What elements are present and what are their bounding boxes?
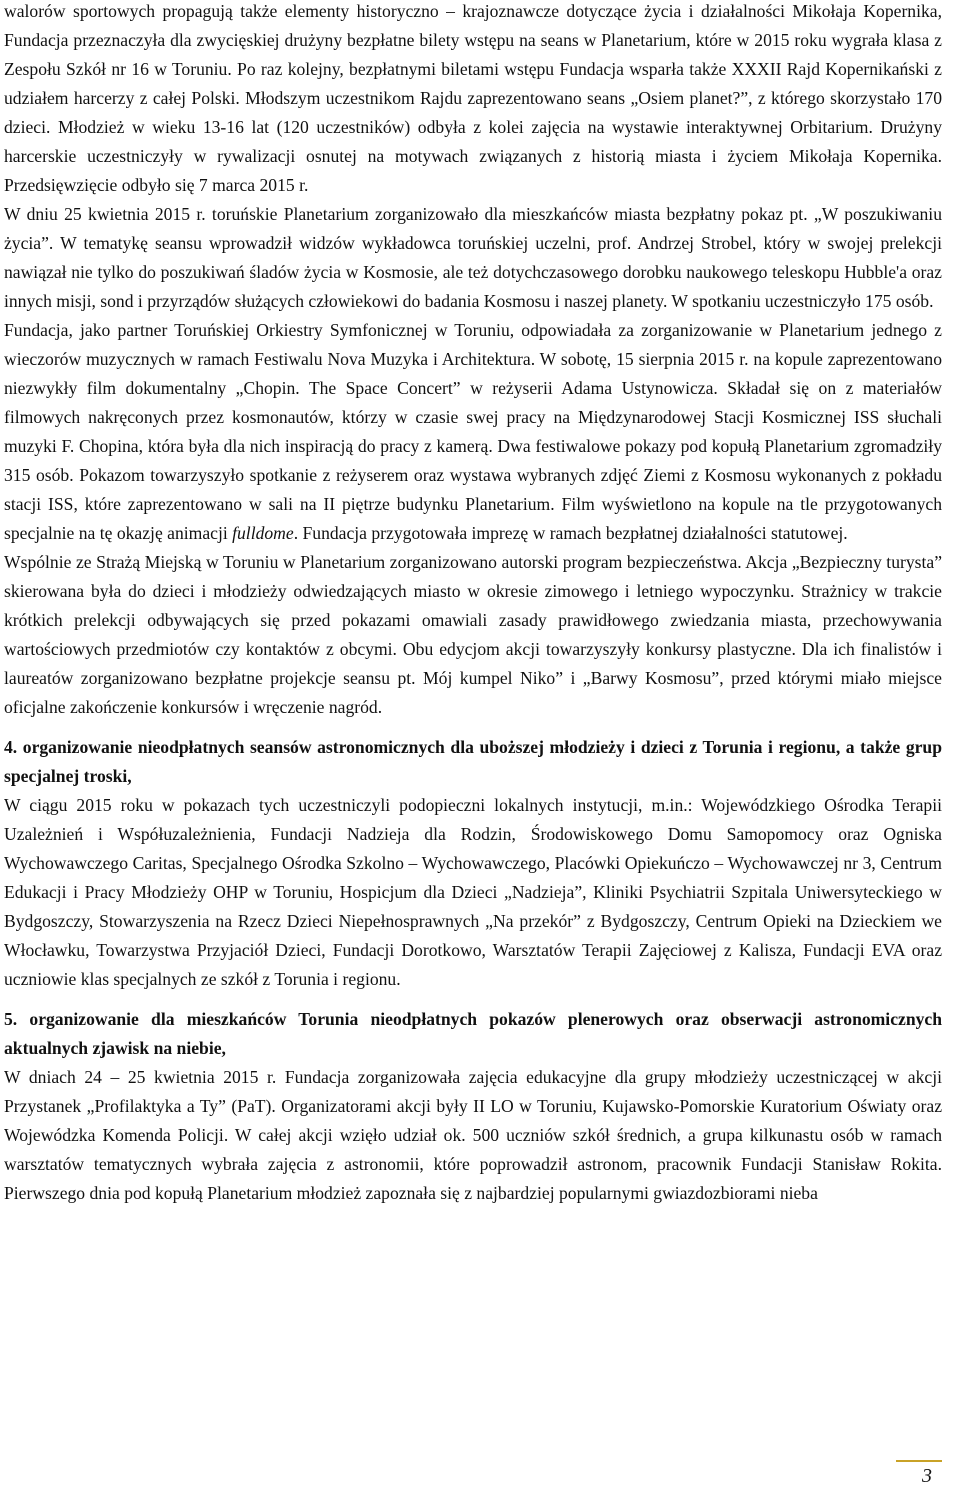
section-5-body: W dniach 24 – 25 kwietnia 2015 r. Fundacja zorganizowała zajęcia edukacyjne dla grupy młodzieży uczestniczącej w akcji Przystanek „Profilaktyka a Ty” (PaT). Organizatorami akcji były II LO w Toruniu, Kujawsko-Pomorskie Kuratorium Oświaty oraz Wojewódzka Komenda Policji. W całej akcji wzięło udział ok. 500 uczniów szkół średnich, a grupa kilkunastu osób w ramach warsztatów tematycznych wybrała zajęcia z astronomii, które poprowadził astronom, pracownik Fundacji Stanisław Rokita. Pierwszego dnia pod kopułą Planetarium młodzież zapoznała się z najbardziej popularnymi gwiazdozbiorami nieba [4, 1067, 942, 1203]
paragraph-chopin-text: Fundacja, jako partner Toruńskiej Orkiestry Symfonicznej w Toruniu, odpowiadała za zorganizowanie w Planetarium jednego z wieczorów muzycznych w ramach Festiwalu Nova Muzyka i Architektura. W sobotę, 15 sierpnia 2015 r. na kopule zaprezentowano niezwykły film dokumentalny „Chopin. The Space Concert” w reżyserii Adama Ustynowicza. Składał się on z materiałów filmowych nakręconych przez kosmonautów, którzy w czasie swej pracy na Międzynarodowej Stacji Kosmicznej ISS słuchali muzyki F. Chopina, która była dla nich inspiracją do pracy z kamerą. Dwa festiwalowe pokazy pod kopułą Planetarium zgromadziły 315 osób. Pokazom towarzyszyło spotkanie z reżyserem oraz wystawa wybranych zdjęć Ziemi z Kosmosu wykonanych z pokładu stacji ISS, które zaprezentowano w sali na II piętrze budynku Planetarium. Film wyświetlono na kopule na tle przygotowanych specjalnie na tę okazję animacji [4, 320, 942, 543]
section-5-heading: 5. organizowanie dla mieszkańców Torunia nieodpłatnych pokazów plenerowych oraz obserwacji astronomicznych aktualnych zjawisk na niebie, [4, 1009, 942, 1058]
page-number: 3 [922, 1465, 932, 1487]
footer-rule [896, 1460, 942, 1462]
section-4-heading: 4. organizowanie nieodpłatnych seansów astronomicznych dla uboższej młodzieży i dzieci z Torunia i regionu, a także grup specjalnej troski, [4, 737, 942, 786]
fulldome-term: fulldome [232, 523, 294, 543]
section-4-body: W ciągu 2015 roku w pokazach tych uczestniczyli podopieczni lokalnych instytucji, m.in.: Wojewódzkiego Ośrodka Terapii Uzależnień i Współuzależnienia, Fundacji Nadzieja dla Rodzin, Środowiskowego Domu Samopomocy oraz Ogniska Wychowawczego Caritas, Specjalnego Ośrodka Szkolno – Wychowawczego, Placówki Opiekuńczo – Wychowawczej nr 3, Centrum Edukacji i Pracy Młodzieży OHP w Toruniu, Hospicjum dla Dzieci „Nadzieja”, Kliniki Psychiatrii Szpitala Uniwersyteckiego w Bydgoszczy, Stowarzyszenia na Rzecz Dzieci Niepełnosprawnych „Na przekór” z Bydgoszczy, Centrum Opieki na Dzieckiem we Włocławku, Towarzystwa Przyjaciół Dzieci, Fundacji Dorotkowo, Warsztatów Terapii Zajęciowej z Kalisza, Fundacji EVA oraz uczniowie klas specjalnych ze szkół z Torunia i regionu. [4, 795, 942, 989]
paragraph-planetarium-show: W dniu 25 kwietnia 2015 r. toruńskie Planetarium zorganizowało dla mieszkańców miasta bezpłatny pokaz pt. „W poszukiwaniu życia”. W tematykę seansu wprowadził widzów wykładowca toruńskiej uczelni, prof. Andrzej Strobel, który w swojej prelekcji nawiązał nie tylko do poszukiwań śladów życia w Kosmosie, ale też dotychczasowego dorobku naukowego teleskopu Hubble'a oraz innych misji, sond i przyrządów służących człowiekowi do badania Kosmosu i naszej planety. W spotkaniu uczestniczyło 175 osób. [4, 204, 942, 311]
paragraph-chopin-text-end: . Fundacja przygotowała imprezę w ramach bezpłatnej działalności statutowej. [293, 523, 848, 543]
paragraph-chopin-concert [4, 316, 942, 548]
document-page [4, 0, 942, 1208]
paragraph-safety-program: Wspólnie ze Strażą Miejską w Toruniu w Planetarium zorganizowano autorski program bezpieczeństwa. Akcja „Bezpieczny turysta” skierowana była do dzieci i młodzieży odwiedzających miasto w okresie zimowego i letniego wypoczynku. Strażnicy w trakcie krótkich prelekcji odbywających się przed pokazami omawiali zasady prawidłowego zwiedzania miasta, przechowywania wartościowych przedmiotów czy kontaktów z obcymi. Obu edycjom akcji towarzyszyły konkursy plastyczne. Dla ich finalistów i laureatów zorganizowano bezpłatne projekcje seansu pt. Mój kumpel Niko” i „Barwy Kosmosu”, przed którymi miało miejsce oficjalne zakończenie konkursów i wręczenie nagród. [4, 552, 942, 717]
paragraph-sports-rally: walorów sportowych propagują także elementy historyczno – krajoznawcze dotyczące życia i działalności Mikołaja Kopernika, Fundacja przeznaczyła dla zwycięskiej drużyny bezpłatne bilety wstępu na seans w Planetarium, które w 2015 roku wygrała klasa z Zespołu Szkół nr 16 w Toruniu. Po raz kolejny, bezpłatnymi biletami wstępu Fundacja wsparła także XXXII Rajd Kopernikański z udziałem harcerzy z całej Polski. Młodszym uczestnikom Rajdu zaprezentowano seans „Osiem planet?”, z którego skorzystało 170 dzieci. Młodzież w wieku 13-16 lat (120 uczestników) odbyła z kolei zajęcia na wystawie interaktywnej Orbitarium. Drużyny harcerskie uczestniczyły w rywalizacji osnutej na motywach związanych z historią miasta i życiem Mikołaja Kopernika. Przedsięwzięcie odbyło się 7 marca 2015 r. [4, 1, 942, 195]
